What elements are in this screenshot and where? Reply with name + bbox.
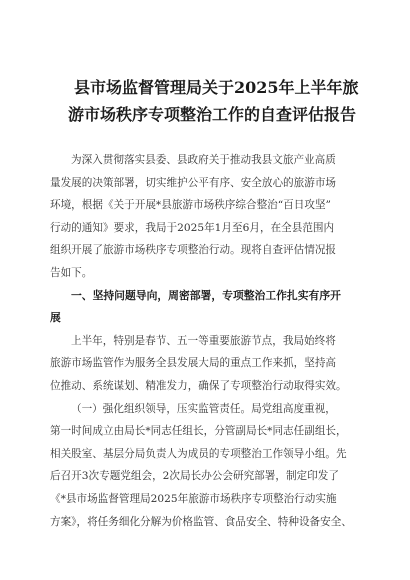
subsection-line: （一）强化组织领导，压实监管责任。局党组高度重视， (71, 402, 336, 415)
document-title (68, 74, 374, 128)
body-line: 位推动、系统谋划、精准发力，确保了专项整治行动取得实效。 (50, 379, 347, 392)
body-line: 为深入贯彻落实县委、县政府关于推动我县文旅产业高质 (71, 154, 336, 166)
title-line: 游市场秩序专项整治工作的自查评估报告 (68, 105, 357, 124)
body-line: 方案》，将任务细化分解为价格监管、食品安全、特种设备安全、 (50, 515, 352, 528)
document-body (50, 149, 362, 533)
body-line: 第一时间成立由局长*同志任组长，分管副局长*同志任副组长， (50, 425, 347, 438)
body-line: 后召开3次专题党组会，2次局长办公会研究部署，制定印发了 (50, 470, 339, 483)
body-line: 旅游市场监管作为服务全县发展大局的重点工作来抓，坚持高 (50, 357, 337, 370)
body-line: 《*县市场监督管理局2025年旅游市场秩序专项整治行动实施 (50, 492, 337, 505)
title-line: 县市场监督管理局关于2025年上半年旅 (74, 78, 359, 97)
body-line: 环境，根据《关于开展*县旅游市场秩序综合整治“百日攻坚” (50, 199, 331, 212)
body-line: 行动的通知》要求，我局于2025年1月至6月，在全县范围内 (50, 221, 335, 234)
body-line: 量发展的决策部署，切实维护公平有序、安全放心的旅游市场 (50, 176, 337, 189)
section-heading: 展 (50, 311, 61, 325)
body-line: 告如下。 (50, 266, 93, 279)
body-line: 上半年，特别是春节、五一等重要旅游节点，我局始终将 (71, 334, 336, 347)
section-heading: 一、坚持问题导向，周密部署，专项整治工作扎实有序开 (71, 288, 341, 302)
body-line: 相关股室、基层分局负责人为成员的专项整治工作领导小组。先 (50, 447, 347, 460)
body-line: 组织开展了旅游市场秩序专项整治行动。现将自查评估情况报 (50, 244, 337, 257)
